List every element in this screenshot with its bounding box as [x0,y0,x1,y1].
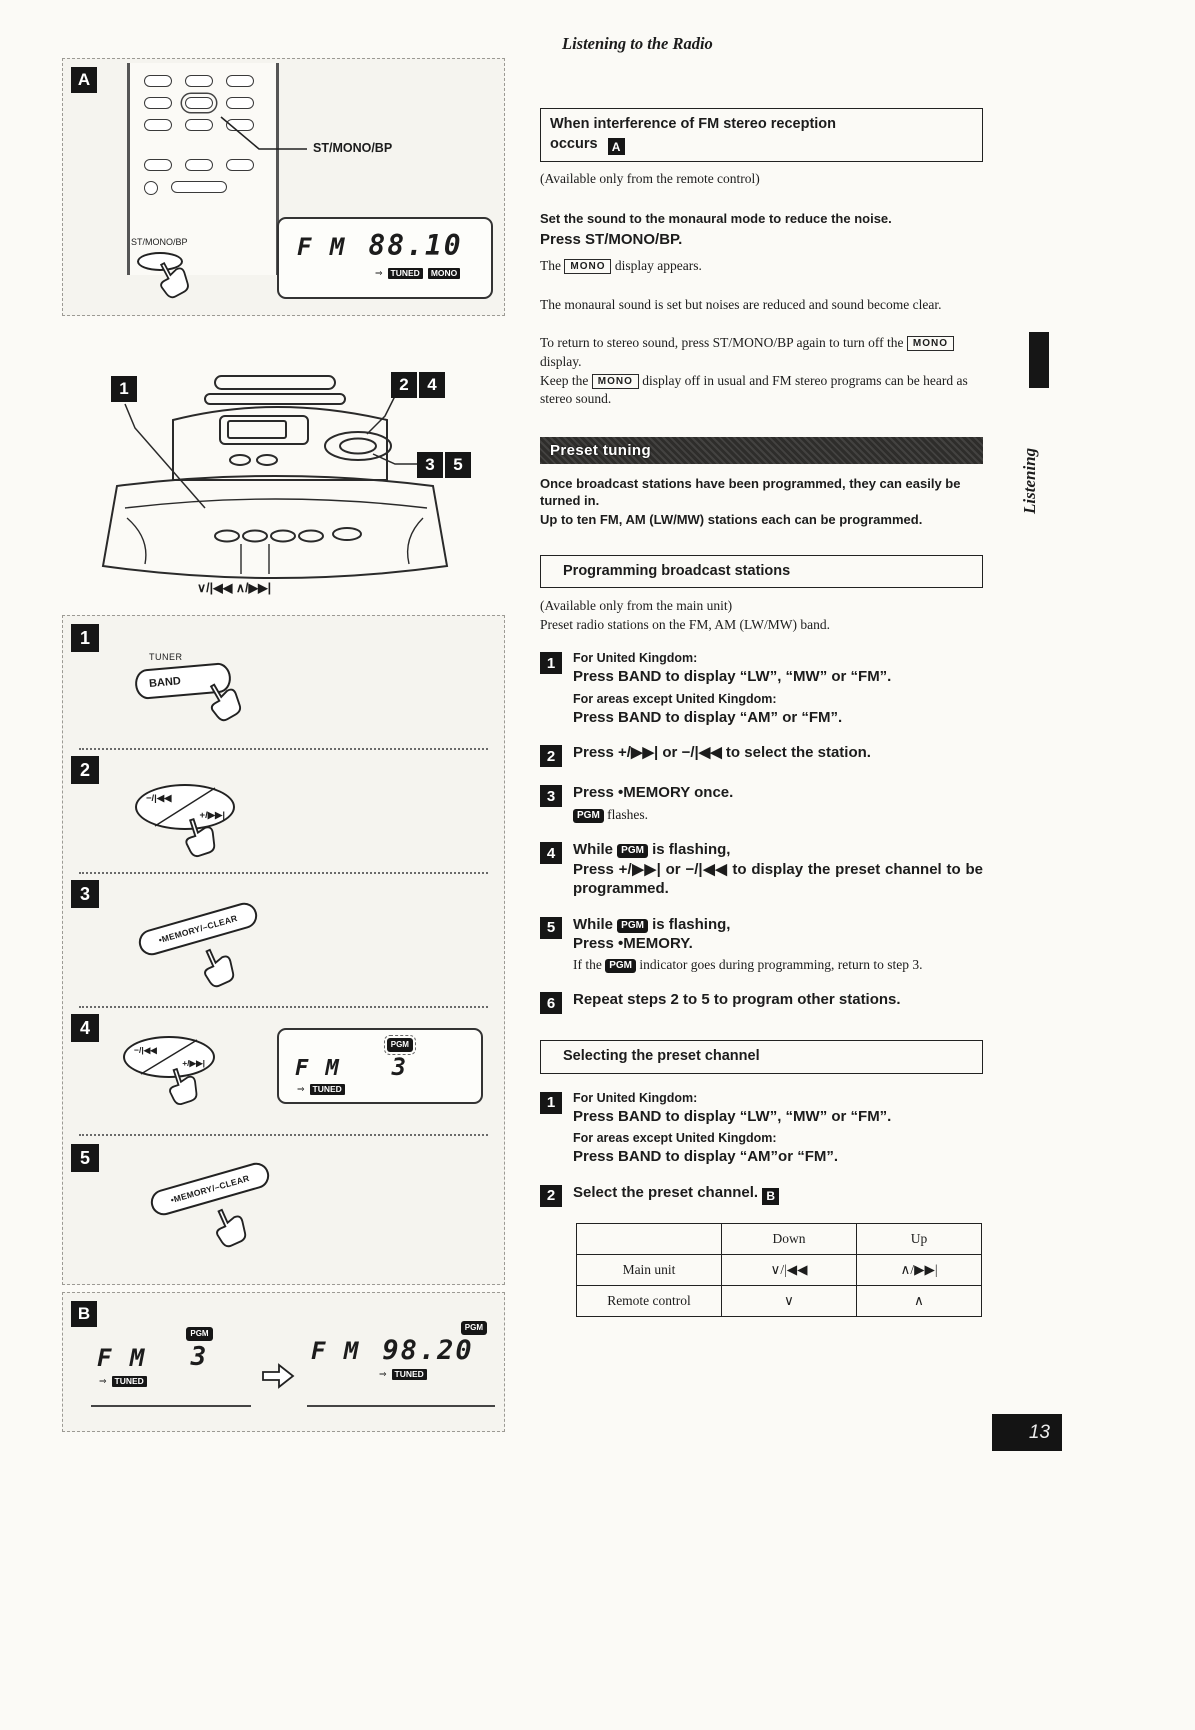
step-number: 2 [540,1185,562,1207]
hand-press-icon [204,1200,253,1251]
step-number: 2 [540,745,562,767]
display-frequency: 98.20 [382,1335,474,1366]
step-text: Press •MEMORY once. [573,784,734,802]
step-number: 1 [540,652,562,674]
remote-button-row [144,97,262,109]
interference-heading-line2: occurs [550,135,598,152]
figure-a-label: A [71,67,97,93]
pgm-badge: PGM [617,844,648,858]
pgm-indicator: PGM [461,1321,487,1335]
preset-channel-table [576,1223,982,1317]
display-frequency: 88.10 [368,229,463,262]
callout-5: 5 [445,452,471,478]
programming-step-6 [540,990,983,1014]
step-text: Press •MEMORY. [573,935,693,953]
step-2-number: 2 [71,756,99,784]
table-cell-up: ∧ [857,1285,982,1316]
figure-step-4 [63,1008,504,1134]
note-line [573,956,983,975]
st-mono-bp-remote-button [185,97,213,109]
pgm-flashes-line [573,806,983,825]
interference-heading-line1: When interference of FM stereo reception [550,116,837,132]
press-band-line: Press BAND to display “AM” or “FM”. [573,708,843,726]
steps-figure [62,615,505,1285]
text-fragment: display off in usual and FM stereo programs can be heard as stereo sound. [540,372,968,407]
table-cell-label: Main unit [577,1254,722,1285]
non-uk-label: For areas except United Kingdom: [573,691,777,706]
table-cell-down: ∨ [722,1285,857,1316]
display-preset-number: 3 [190,1342,209,1372]
step-number: 5 [540,917,562,939]
remote-button-row [144,181,262,195]
pgm-badge: PGM [617,919,648,933]
display-tuning-arrow: ⇒ [99,1376,107,1387]
step-3-number: 3 [71,880,99,908]
display-band: F M [97,1344,147,1372]
selecting-step-1 [540,1090,983,1167]
text-fragment: flashes. [603,806,649,822]
figure-a-reference: A [608,138,625,155]
tuned-indicator: TUNED [388,268,423,279]
programming-step-4 [540,840,983,899]
pgm-indicator: PGM [186,1327,212,1341]
preset-bold-2: Up to ten FM, AM (LW/MW) stations each can be programmed. [540,511,923,527]
press-band-line: Press BAND to display “LW”, “MW” or “FM”. [573,1107,892,1125]
display-band: F M [297,233,347,261]
memory-clear-label: •MEMORY/–CLEAR [157,912,239,946]
pgm-badge: PGM [605,959,636,973]
figure-b-reference: B [762,1188,779,1205]
side-tab [1029,332,1049,388]
display-after [307,1319,495,1407]
table-row [577,1254,982,1285]
availability-note: (Available only from the main unit) [540,598,733,614]
step-number: 1 [540,1092,562,1114]
figure-step-5 [63,1136,504,1276]
text-fragment: To return to stereo sound, press ST/MONO/BP again to turn off the [540,335,907,351]
table-header-up: Up [857,1223,982,1254]
pgm-indicator: PGM [387,1038,413,1052]
step-text: Press +/▶▶| or −/|◀◀ to display the preset channel to be programmed. [573,860,983,898]
figure-step-2 [63,750,504,872]
callout-2: 2 [391,372,417,398]
table-cell-label: Remote control [577,1285,722,1316]
tuned-indicator: TUNED [112,1376,147,1387]
hand-press-icon [192,940,241,991]
callout-1: 1 [111,376,137,402]
text-fragment: is flashing, [647,915,731,933]
figure-b [62,1292,505,1432]
mono-badge: MONO [564,259,611,274]
table-cell-up: ∧/▶▶| [857,1254,982,1285]
selecting-step-2 [540,1183,983,1207]
text-fragment: is flashing, [647,841,731,859]
programming-step-5 [540,915,983,975]
while-flashing-line [573,915,983,935]
text-fragment: If the [573,956,606,972]
figure-b-label: B [71,1301,97,1327]
skip-buttons-label: ∨/|◀◀ ∧/▶▶| [197,581,272,595]
mono-indicator: MONO [428,268,460,279]
skip-plus-label: +/▶▶| [199,810,225,821]
interference-heading-box [540,108,983,162]
display-band: F M [295,1056,341,1081]
remote-button-row [144,75,262,87]
while-flashing-line [573,840,983,860]
skip-plus-label: +/▶▶| [182,1058,205,1068]
step-number: 6 [540,992,562,1014]
step-5-number: 5 [71,1144,99,1172]
table-row [577,1285,982,1316]
instruction-bold: Set the sound to the monaural mode to reduce the noise. [540,210,892,226]
text-fragment: display. [540,354,582,370]
uk-label: For United Kingdom: [573,651,698,666]
callout-st-mono-bp: ST/MONO/BP [313,141,393,155]
programming-step-3 [540,783,983,824]
step-text: Repeat steps 2 to 5 to program other stations. [573,991,901,1009]
memory-clear-button [136,900,260,959]
page-number: 13 [992,1414,1062,1451]
mono-badge: MONO [907,336,954,351]
selecting-heading-box: Selecting the preset channel [540,1040,983,1074]
uk-label: For United Kingdom: [573,1090,698,1105]
table-cell-down: ∨/|◀◀ [722,1254,857,1285]
programming-step-1 [540,650,983,727]
callout-3: 3 [417,452,443,478]
pgm-badge: PGM [573,809,604,823]
mono-appears-line [540,257,983,276]
right-column [540,34,983,1317]
radio-display [277,217,493,299]
preset-display [277,1028,483,1104]
programming-step-2 [540,743,983,767]
instruction-press: Press ST/MONO/BP. [540,230,683,248]
tuned-indicator: TUNED [310,1084,345,1095]
display-tuning-arrow: ⇒ [379,1369,387,1380]
programming-heading-box: Programming broadcast stations [540,555,983,589]
figure-step-3 [63,874,504,1006]
paragraph: The monaural sound is set but noises are reduced and sound become clear. [540,296,942,312]
display-tuning-arrow: ⇒ [375,268,383,279]
st-mono-bp-button-caption: ST/MONO/BP [131,237,188,247]
memory-clear-label: •MEMORY/–CLEAR [169,1172,251,1206]
tuner-caption: TUNER [149,652,183,662]
programming-subtitle: Preset radio stations on the FM, AM (LW/MW) band. [540,616,830,632]
page-title: Listening to the Radio [562,34,713,53]
step-text: Press +/▶▶| or −/|◀◀ to select the station. [573,744,871,762]
callout-4: 4 [419,372,445,398]
text-fragment: While [573,915,618,933]
display-preset-number: 3 [391,1053,409,1081]
remote-button-row [144,119,262,131]
step-1-number: 1 [71,624,99,652]
remote-button-row [144,159,262,171]
text-fragment: indicator goes during programming, return to step 3. [636,956,923,972]
text-fragment: While [573,841,618,859]
display-before [91,1323,251,1407]
band-button-label: BAND [148,675,182,690]
table-header-row [577,1223,982,1254]
preset-bold-1: Once broadcast stations have been programmed, they can easily be turned in. [540,475,961,508]
skip-minus-label: −/|◀◀ [134,1045,157,1055]
display-band: F M [311,1337,361,1365]
main-unit-figure [55,368,495,608]
figure-step-1 [63,616,504,748]
preset-tuning-section-bar: Preset tuning [540,437,983,464]
step-text [573,1183,983,1207]
text-fragment: display appears. [611,258,702,274]
boombox-illustration [55,368,495,608]
skip-minus-label: −/|◀◀ [146,793,172,804]
availability-note: (Available only from the remote control) [540,171,760,187]
text-fragment: The [540,258,565,274]
memory-clear-button [148,1160,272,1219]
text-fragment: Keep the [540,372,592,388]
non-uk-label: For areas except United Kingdom: [573,1131,777,1146]
tuned-indicator: TUNED [392,1369,427,1380]
display-tuning-arrow: ⇒ [297,1084,305,1095]
step-4-number: 4 [71,1014,99,1042]
paragraph [540,334,983,409]
press-band-line: Press BAND to display “AM”or “FM”. [573,1148,839,1166]
table-header-down: Down [722,1223,857,1254]
mono-badge: MONO [592,374,639,389]
text-fragment: Select the preset channel. [573,1183,763,1201]
step-number: 4 [540,842,562,864]
side-tab-label: Listening [1020,447,1039,514]
press-band-line: Press BAND to display “LW”, “MW” or “FM”. [573,668,892,686]
transition-arrow-icon [261,1363,295,1389]
figure-a [62,58,505,316]
table-header-empty [577,1223,722,1254]
step-number: 3 [540,785,562,807]
